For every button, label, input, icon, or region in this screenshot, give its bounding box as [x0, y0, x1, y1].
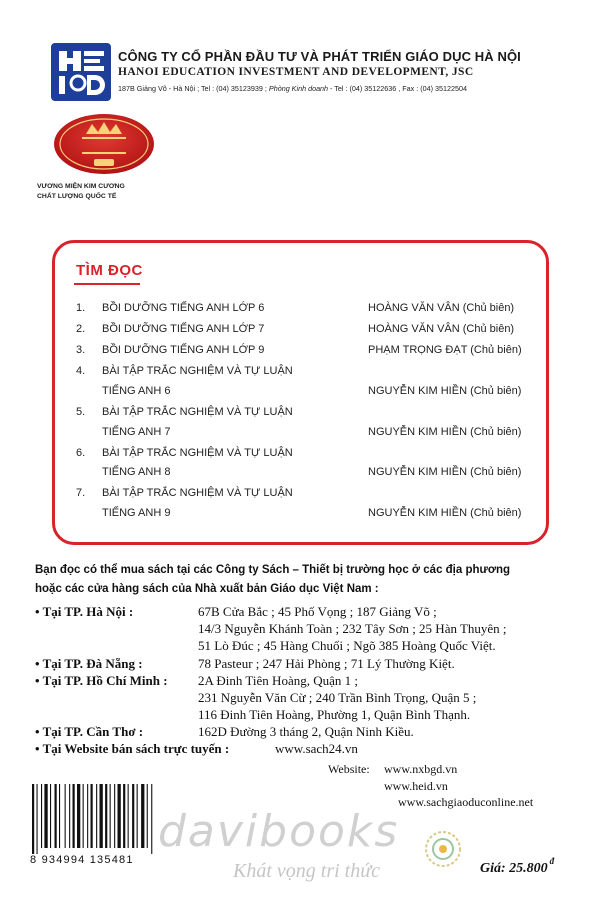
store-address: 162D Đường 3 tháng 2, Quận Ninh Kiều. — [198, 724, 414, 739]
store-address: 231 Nguyễn Văn Cừ ; 240 Trần Bình Trọng, Quận 5 ; — [198, 690, 477, 705]
store-address: 2A Đinh Tiên Hoàng, Quận 1 ; — [198, 673, 358, 688]
barcode-bar — [65, 784, 66, 848]
barcode-bar — [137, 784, 138, 848]
barcode-bar — [37, 784, 38, 854]
company-name-vn: CÔNG TY CỔ PHẦN ĐẦU TƯ VÀ PHÁT TRIỂN GIÁO DỤC HÀ NỘI — [118, 49, 521, 64]
store-address: 116 Đinh Tiên Hoàng, Phường 1, Quận Bình Thạnh. — [198, 707, 471, 722]
company-name — [118, 49, 521, 78]
book-author: PHẠM TRỌNG ĐẠT (Chủ biên) — [368, 344, 522, 356]
book-title: BỒI DƯỠNG TIẾNG ANH LỚP 9 — [102, 344, 265, 356]
company-contact — [118, 84, 467, 93]
store-address: 51 Lò Đúc ; 45 Hàng Chuối ; Ngõ 385 Hoàng Quốc Việt. — [198, 638, 496, 653]
book-title-line2: TIẾNG ANH 6 — [102, 385, 171, 397]
barcode-bar — [141, 784, 144, 848]
book-number: 7. — [76, 487, 86, 499]
store-label-danang: • Tại TP. Đà Nẵng : — [35, 656, 143, 671]
barcode-bar — [55, 784, 57, 848]
company-name-en: HANOI EDUCATION INVESTMENT AND DEVELOPMENT, JSC — [118, 66, 474, 78]
book-title-line2: TIẾNG ANH 8 — [102, 466, 171, 478]
contact-sales-label: Phòng Kinh doanh — [268, 84, 329, 93]
book-author: HOÀNG VĂN VÂN (Chủ biên) — [368, 302, 515, 314]
stores-intro-line1: Bạn đọc có thể mua sách tại các Công ty Sách – Thiết bị trường học ở các địa phương — [35, 564, 511, 576]
badge-caption-line2: CHẤT LƯỢNG QUỐC TẾ — [37, 193, 117, 200]
contact-sales-phone: - Tel : (04) 35122636 , Fax : (04) 35122504 — [328, 84, 467, 93]
price-unit: đ — [549, 856, 555, 866]
barcode-bar — [100, 784, 103, 848]
barcode-bar — [118, 784, 121, 848]
book-title: BỒI DƯỠNG TIẾNG ANH LỚP 6 — [102, 302, 265, 314]
website-link[interactable]: www.sachgiaoduconline.net — [398, 795, 534, 809]
reading-list-title: TÌM ĐỌC — [76, 262, 143, 279]
barcode-bar — [91, 784, 93, 848]
store-label-hcm: • Tại TP. Hồ Chí Minh : — [35, 673, 168, 688]
barcode-bar — [114, 784, 115, 848]
barcode-bar — [105, 784, 107, 848]
store-label-online: • Tại Website bán sách trực tuyến : — [35, 741, 230, 756]
book-title: BÀI TẬP TRẮC NGHIỆM VÀ TỰ LUẬN — [102, 406, 293, 418]
online-store-link[interactable]: www.sach24.vn — [275, 741, 358, 756]
book-title: BÀI TẬP TRẮC NGHIỆM VÀ TỰ LUẬN — [102, 447, 293, 459]
barcode-bar — [151, 784, 152, 854]
barcode-bar — [44, 784, 47, 848]
price-value: Giá: 25.800 — [480, 861, 548, 876]
watermark-brand: davibooks — [158, 806, 400, 857]
barcode-bar — [132, 784, 134, 848]
book-title: BÀI TẬP TRẮC NGHIỆM VÀ TỰ LUẬN — [102, 365, 293, 377]
barcode-bar — [41, 784, 42, 848]
barcode-bar — [50, 784, 51, 848]
store-address: 67B Cửa Bắc ; 45 Phố Vọng ; 187 Giảng Võ ; — [198, 604, 437, 619]
barcode — [30, 784, 170, 854]
book-number: 6. — [76, 447, 86, 459]
barcode-digits: 8 934994 135481 — [30, 854, 134, 866]
barcode-bar — [73, 784, 75, 848]
book-title-line2: TIẾNG ANH 7 — [102, 426, 171, 438]
book-number: 2. — [76, 323, 86, 335]
book-author: NGUYỄN KIM HIỀN (Chủ biên) — [368, 507, 522, 519]
quality-crown-badge — [52, 112, 156, 176]
reading-list-title-rule — [74, 283, 140, 285]
price — [480, 856, 554, 877]
book-title: BỒI DƯỠNG TIẾNG ANH LỚP 7 — [102, 323, 265, 335]
store-address: 14/3 Nguyễn Khánh Toàn ; 232 Tây Sơn ; 25 Hàn Thuyên ; — [198, 621, 507, 636]
barcode-bar — [77, 784, 80, 848]
book-author: NGUYỄN KIM HIỀN (Chủ biên) — [368, 426, 522, 438]
book-title-line2: TIẾNG ANH 9 — [102, 507, 171, 519]
store-label-hanoi: • Tại TP. Hà Nội : — [35, 604, 134, 619]
barcode-bar — [128, 784, 129, 848]
heid-logo — [51, 43, 111, 101]
contact-address: 187B Giảng Võ - Hà Nội ; Tel : (04) 35123939 ; — [118, 84, 269, 93]
website-link[interactable]: www.nxbgd.vn — [384, 762, 458, 776]
store-address: 78 Pasteur ; 247 Hải Phòng ; 71 Lý Thường Kiệt. — [198, 656, 455, 671]
stores-intro-line2: hoặc các cửa hàng sách của Nhà xuất bản Giáo dục Việt Nam : — [35, 583, 379, 595]
book-title: BÀI TẬP TRẮC NGHIỆM VÀ TỰ LUẬN — [102, 487, 293, 499]
book-number: 5. — [76, 406, 86, 418]
barcode-bar — [96, 784, 97, 848]
barcode-bar — [87, 784, 88, 848]
book-author: NGUYỄN KIM HIỀN (Chủ biên) — [368, 385, 522, 397]
book-number: 3. — [76, 344, 86, 356]
barcode-bar — [59, 784, 60, 848]
book-author: HOÀNG VĂN VÂN (Chủ biên) — [368, 323, 515, 335]
badge-caption-line1: VƯƠNG MIỆN KIM CƯƠNG — [37, 183, 125, 190]
barcode-bar — [123, 784, 125, 848]
barcode-bar — [32, 784, 34, 854]
barcode-bar — [147, 784, 148, 848]
badge-caption — [37, 182, 125, 202]
book-number: 1. — [76, 302, 86, 314]
book-number: 4. — [76, 365, 86, 377]
website-link[interactable]: www.heid.vn — [384, 779, 448, 793]
barcode-bar — [69, 784, 70, 848]
watermark-slogan: Khát vọng tri thức — [233, 860, 381, 882]
watermark-seal-icon — [424, 830, 462, 868]
barcode-bar — [83, 784, 84, 848]
store-label-cantho: • Tại TP. Cần Thơ : — [35, 724, 144, 739]
website-label: Website: — [328, 762, 370, 776]
book-author: NGUYỄN KIM HIỀN (Chủ biên) — [368, 466, 522, 478]
barcode-bar — [110, 784, 111, 848]
